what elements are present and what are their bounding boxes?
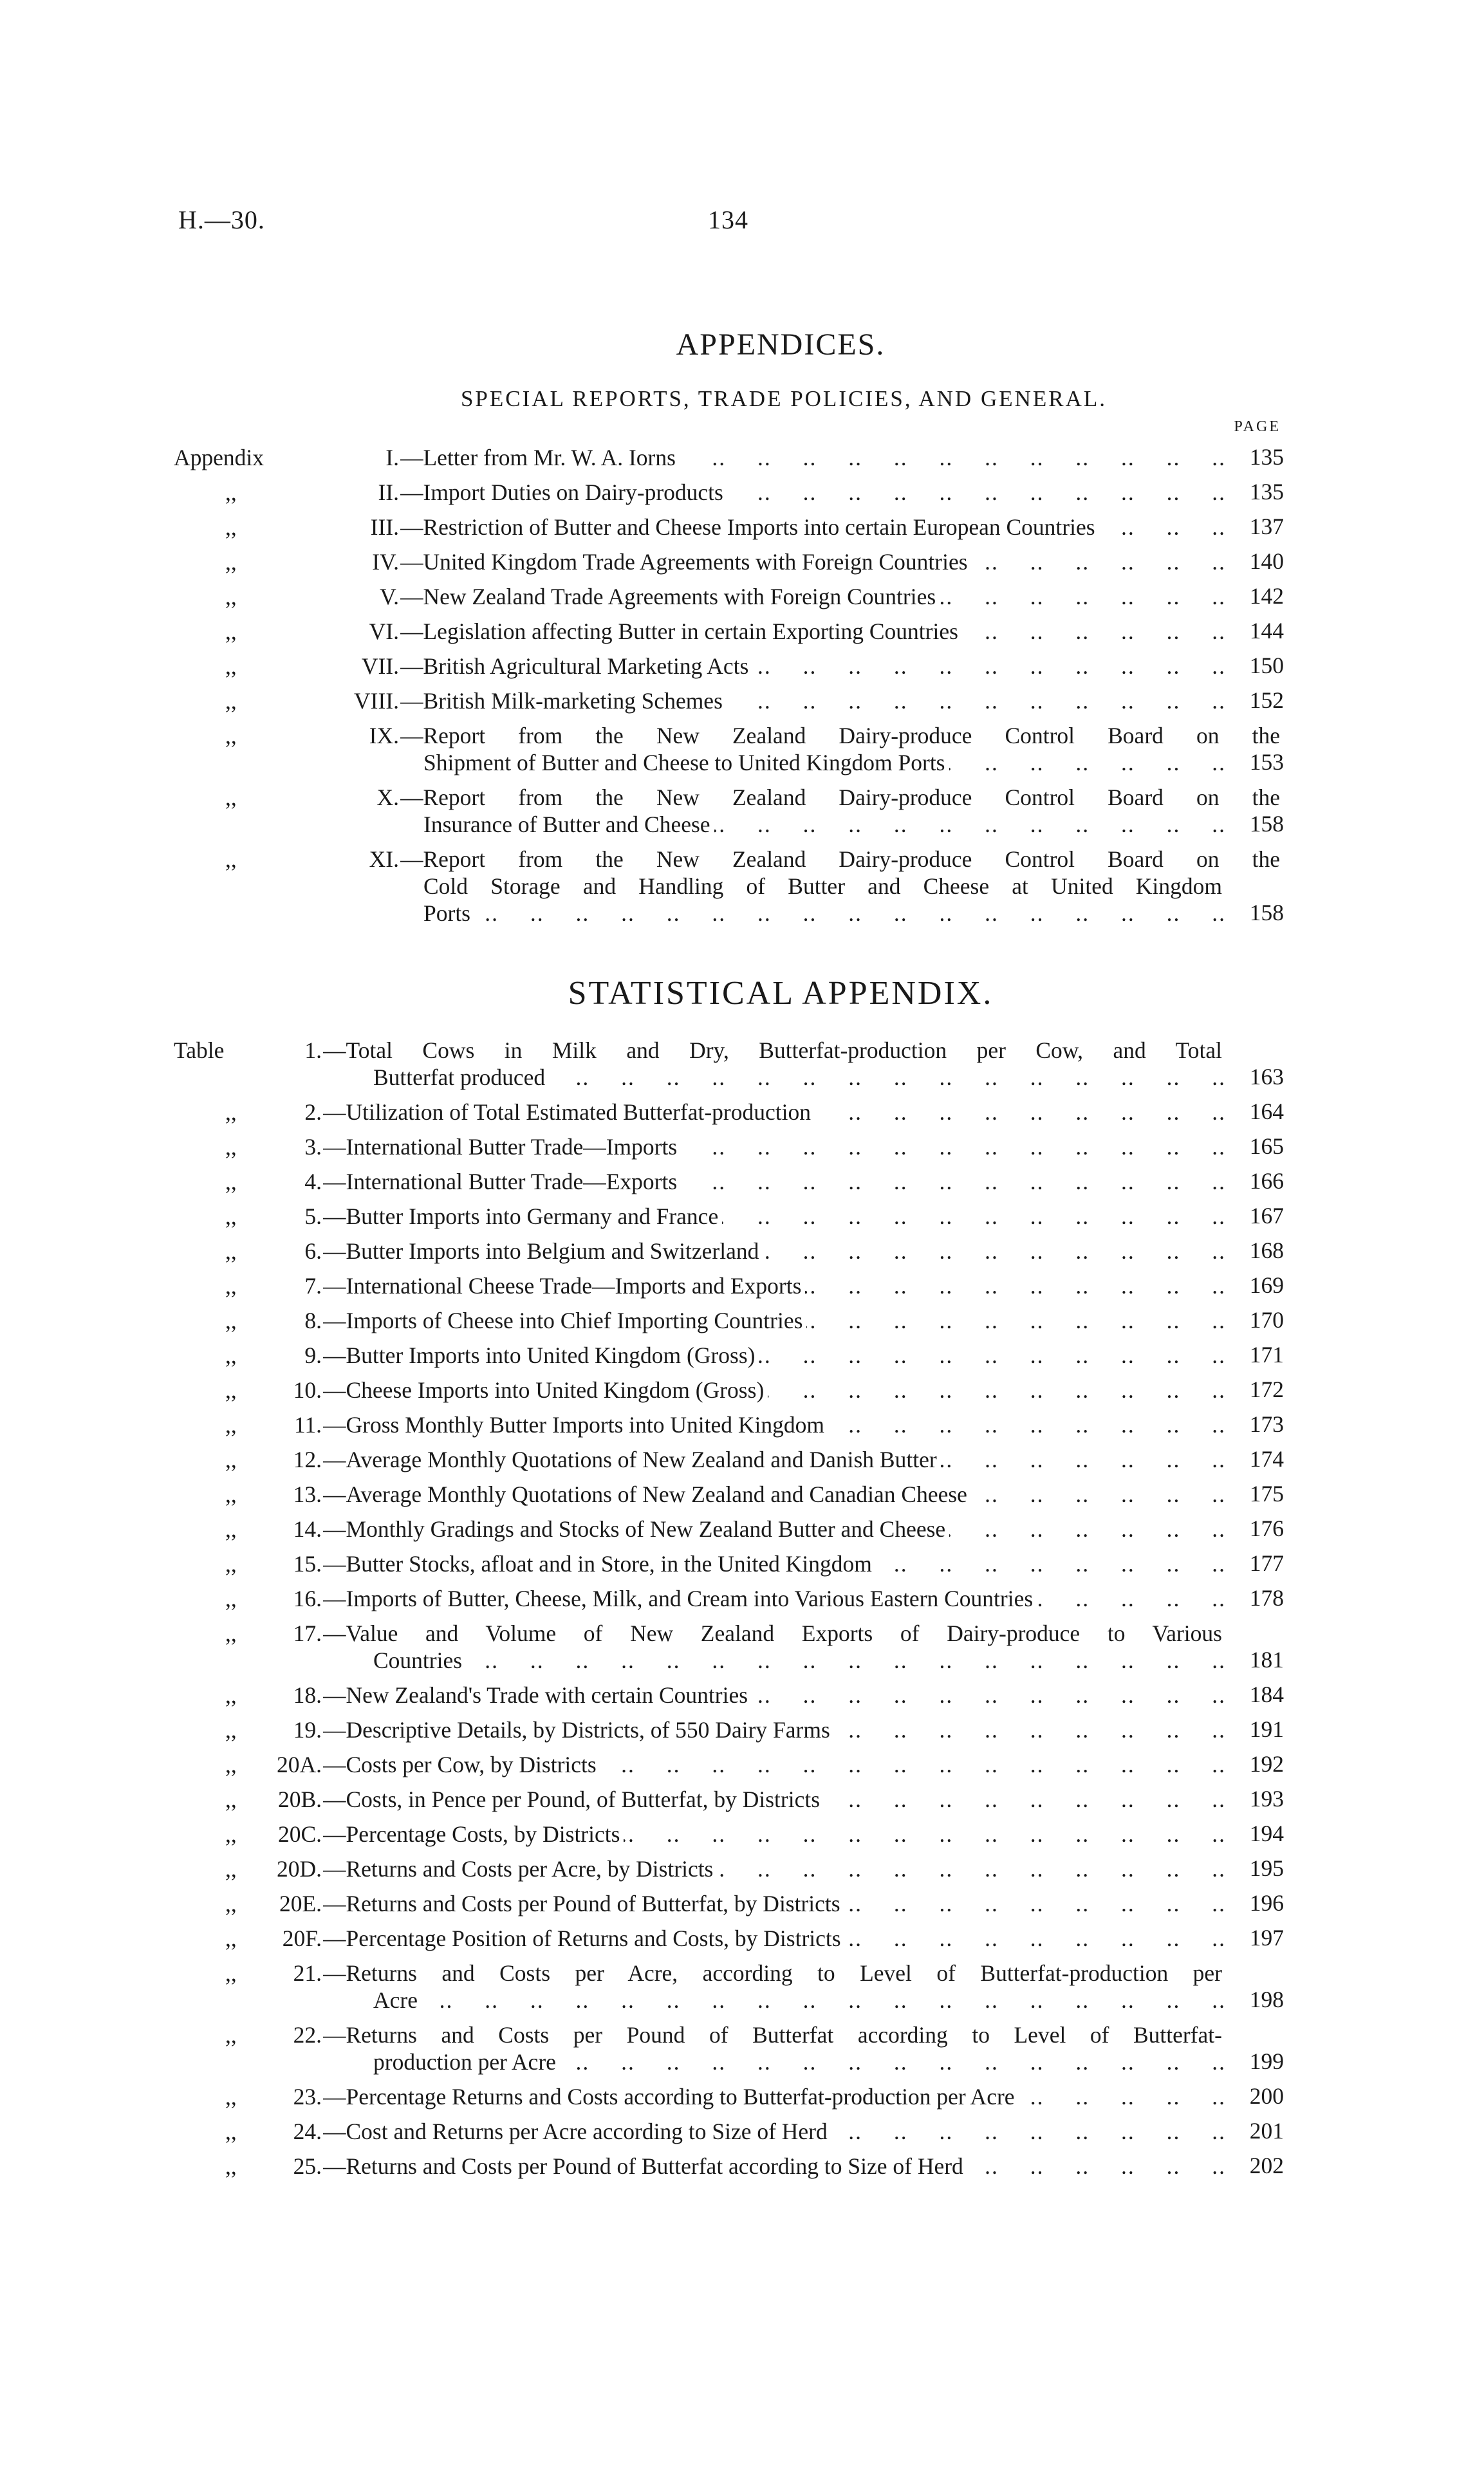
entry-number: 20A. xyxy=(276,1752,322,1777)
entry-title-text: —Returns and Costs per Acre, by Districts xyxy=(323,1856,717,1882)
table-entry xyxy=(174,2118,1284,2145)
entry-title-text: —Report from the New Zealand Dairy-produce Control Board on the xyxy=(400,723,1284,748)
entry-page-number: 169 xyxy=(1249,1272,1284,1298)
entry-title-text: Cold Storage and Handling of Butter and Cheese at United Kingdom xyxy=(423,873,1226,899)
table-entry xyxy=(174,1446,1284,1473)
entry-title-line xyxy=(323,1238,1226,1265)
entry-title-line xyxy=(323,2083,1226,2111)
entry-title-text: —Cheese Imports into United Kingdom (Gross) xyxy=(323,1377,768,1403)
ditto-mark: ,, xyxy=(225,1516,237,1542)
ditto-mark: ,, xyxy=(225,1925,237,1951)
entry-title-text: —Gross Monthly Butter Imports into United Kingdom xyxy=(323,1412,828,1438)
entry-title-line xyxy=(400,444,1226,472)
entry-title-line xyxy=(323,1446,1226,1474)
entry-page-number: 165 xyxy=(1249,1133,1284,1159)
entry-title-line xyxy=(400,514,1226,541)
appendix-entry xyxy=(174,846,1284,927)
ditto-mark: ,, xyxy=(225,618,237,644)
entry-title-text: —Total Cows in Milk and Dry, Butterfat-production per Cow, and Total xyxy=(323,1037,1226,1063)
entry-title-line xyxy=(323,1377,1226,1404)
table-entry xyxy=(174,1099,1284,1126)
entry-title-line xyxy=(323,1516,1226,1543)
entry-number: 25. xyxy=(293,2153,322,2179)
ditto-mark: ,, xyxy=(225,1620,237,1646)
entry-title-text: —International Butter Trade—Imports xyxy=(323,1134,681,1160)
entry-title-line xyxy=(323,1550,1226,1578)
entry-page-number: 144 xyxy=(1249,618,1284,644)
entry-page-number: 178 xyxy=(1249,1585,1284,1611)
entry-title-text: —Utilization of Total Estimated Butterfat-production xyxy=(323,1099,815,1125)
entry-page-number: 158 xyxy=(1249,811,1284,837)
entry-number: 9. xyxy=(304,1342,322,1368)
entry-title-line xyxy=(400,653,1226,680)
entry-number: 18. xyxy=(293,1682,322,1708)
entry-number: 19. xyxy=(293,1717,322,1743)
entry-prefix-label: Table xyxy=(174,1037,225,1063)
entry-title-line xyxy=(323,2118,1226,2146)
entry-title-text: —Average Monthly Quotations of New Zealand and Canadian Cheese xyxy=(323,1481,971,1507)
ditto-mark: ,, xyxy=(225,2084,237,2110)
entry-number: V. xyxy=(380,584,399,609)
entry-title-line xyxy=(323,1099,1226,1126)
document-reference: H.—30. xyxy=(178,205,265,234)
entry-title-line xyxy=(400,722,1284,750)
page-column-label: PAGE xyxy=(1234,418,1281,435)
entry-number: 11. xyxy=(293,1412,322,1438)
ditto-mark: ,, xyxy=(225,584,237,609)
entry-title-text: —Imports of Cheese into Chief Importing Countries xyxy=(323,1308,806,1333)
entry-number: 3. xyxy=(304,1134,322,1160)
entry-title-text: —Returns and Costs per Acre, according to Level of Butterfat-production per xyxy=(323,1960,1226,1986)
ditto-mark: ,, xyxy=(225,1551,237,1577)
entry-title-text: —British Agricultural Marketing Acts xyxy=(400,653,752,679)
entry-number: 20E. xyxy=(279,1891,322,1916)
table-entry xyxy=(174,1890,1284,1917)
table-entry xyxy=(174,1481,1284,1508)
entry-page-number: 166 xyxy=(1249,1168,1284,1194)
entry-page-number: 175 xyxy=(1249,1481,1284,1507)
table-entry xyxy=(174,2153,1284,2180)
entry-page-number: 137 xyxy=(1249,514,1284,539)
table-entry xyxy=(174,1786,1284,1813)
table-entry xyxy=(174,1203,1284,1230)
ditto-mark: ,, xyxy=(225,1682,237,1708)
entry-number: 24. xyxy=(293,2119,322,2144)
entry-number: 20D. xyxy=(276,1856,322,1882)
entry-title-text: production per Acre xyxy=(373,2049,560,2075)
entry-page-number: 172 xyxy=(1249,1377,1284,1402)
entry-number: 16. xyxy=(293,1586,322,1611)
ditto-mark: ,, xyxy=(225,479,237,505)
entry-number: IV. xyxy=(372,549,399,575)
ditto-mark: ,, xyxy=(225,1169,237,1194)
table-entry xyxy=(174,1751,1284,1778)
entry-title-text: Shipment of Butter and Cheese to United Kingdom Ports xyxy=(423,750,949,775)
entry-number: X. xyxy=(376,784,399,810)
ditto-mark: ,, xyxy=(225,653,237,679)
entry-title-text: Ports xyxy=(423,900,474,926)
entry-page-number: 198 xyxy=(1249,1987,1284,2012)
ditto-mark: ,, xyxy=(225,2119,237,2144)
entry-title-line xyxy=(373,1987,1226,2014)
table-entry xyxy=(174,1682,1284,1709)
entry-title-line xyxy=(423,811,1226,839)
ditto-mark: ,, xyxy=(225,1856,237,1882)
entry-title-line xyxy=(323,1682,1226,1709)
entry-title-text: —British Milk-marketing Schemes xyxy=(400,688,727,714)
entry-page-number: 200 xyxy=(1249,2083,1284,2109)
entry-number: 7. xyxy=(304,1273,322,1299)
table-entry xyxy=(174,1516,1284,1543)
entry-number: VII. xyxy=(361,653,399,679)
entry-page-number: 191 xyxy=(1249,1716,1284,1742)
appendix-entry xyxy=(174,687,1284,714)
appendix-entry xyxy=(174,784,1284,838)
entry-number: 21. xyxy=(293,1960,322,1986)
entry-title-text: —Butter Imports into United Kingdom (Gross) xyxy=(323,1342,759,1368)
appendices-title: APPENDICES. xyxy=(676,328,886,362)
entry-page-number: 174 xyxy=(1249,1446,1284,1472)
appendix-entry xyxy=(174,722,1284,776)
ditto-mark: ,, xyxy=(225,1891,237,1916)
entry-page-number: 170 xyxy=(1249,1307,1284,1333)
table-entry xyxy=(174,1037,1284,1091)
ditto-mark: ,, xyxy=(225,1377,237,1403)
entry-title-text: —New Zealand's Trade with certain Countries xyxy=(323,1682,752,1708)
entry-page-number: 193 xyxy=(1249,1786,1284,1812)
table-entry xyxy=(174,1238,1284,1265)
entry-page-number: 135 xyxy=(1249,479,1284,505)
ditto-mark: ,, xyxy=(225,1134,237,1160)
entry-title-line xyxy=(323,1960,1226,1987)
entry-title-line xyxy=(323,1585,1226,1613)
table-entry xyxy=(174,1821,1284,1848)
entry-number: VIII. xyxy=(354,688,399,714)
entry-title-line xyxy=(423,900,1226,927)
entry-title-line xyxy=(323,1037,1226,1064)
entry-title-text: —Returns and Costs per Pound of Butterfat according to Size of Herd xyxy=(323,2153,967,2179)
table-entry xyxy=(174,1716,1284,1743)
page-number: 134 xyxy=(708,205,748,234)
table-entry xyxy=(174,1855,1284,1882)
table-entry xyxy=(174,1272,1284,1299)
entry-title-text: —New Zealand Trade Agreements with Foreign Countries xyxy=(400,584,940,609)
entry-number: 2. xyxy=(304,1099,322,1125)
entry-title-line xyxy=(323,1307,1226,1335)
ditto-mark: ,, xyxy=(225,723,237,748)
ditto-mark: ,, xyxy=(225,1273,237,1299)
entry-page-number: 199 xyxy=(1249,2048,1284,2074)
table-entry xyxy=(174,1168,1284,1195)
entry-number: I. xyxy=(385,445,399,470)
entry-title-line xyxy=(323,2153,1226,2180)
table-entry xyxy=(174,1377,1284,1404)
table-entry xyxy=(174,1550,1284,1577)
entry-page-number: 201 xyxy=(1249,2118,1284,2144)
entry-title-text: —Average Monthly Quotations of New Zealand and Danish Butter xyxy=(323,1447,941,1472)
ditto-mark: ,, xyxy=(225,1752,237,1777)
entry-title-text: —Cost and Returns per Acre according to Size of Herd xyxy=(323,2119,831,2144)
entry-title-line xyxy=(373,2048,1226,2076)
entry-number: XI. xyxy=(369,846,399,872)
entry-title-text: —Letter from Mr. W. A. Iorns xyxy=(400,445,680,470)
entry-title-text: Butterfat produced xyxy=(373,1064,549,1090)
entry-page-number: 197 xyxy=(1249,1925,1284,1951)
entry-page-number: 153 xyxy=(1249,749,1284,775)
entry-title-text: —Import Duties on Dairy-products xyxy=(400,479,727,505)
entry-page-number: 135 xyxy=(1249,444,1284,470)
ditto-mark: ,, xyxy=(225,1203,237,1229)
entry-number: 1. xyxy=(304,1037,322,1063)
entry-title-line xyxy=(323,1786,1226,1814)
entry-page-number: 173 xyxy=(1249,1411,1284,1437)
entry-number: II. xyxy=(378,479,399,505)
entry-title-text: Countries xyxy=(373,1647,466,1673)
entry-page-number: 142 xyxy=(1249,583,1284,609)
appendix-entry xyxy=(174,583,1284,610)
entry-page-number: 164 xyxy=(1249,1099,1284,1124)
entry-title-line xyxy=(323,1272,1226,1300)
entry-number: 20B. xyxy=(277,1786,322,1812)
entry-page-number: 195 xyxy=(1249,1855,1284,1881)
entry-page-number: 202 xyxy=(1249,2153,1284,2178)
entry-title-text: —Returns and Costs per Pound of Butterfat, by Districts xyxy=(323,1891,844,1916)
entry-page-number: 150 xyxy=(1249,653,1284,678)
entry-title-line xyxy=(400,784,1284,812)
entry-number: IX. xyxy=(369,723,399,748)
entry-title-text: —Butter Imports into Belgium and Switzerland xyxy=(323,1238,763,1264)
entry-title-line xyxy=(423,749,1226,777)
ditto-mark: ,, xyxy=(225,1447,237,1472)
table-entry xyxy=(174,1342,1284,1369)
entry-title-line xyxy=(323,1481,1226,1508)
entry-title-line xyxy=(323,1411,1226,1439)
entry-title-text: —Costs, in Pence per Pound, of Butterfat, by Districts xyxy=(323,1786,824,1812)
appendix-entry xyxy=(174,653,1284,680)
entry-number: 22. xyxy=(293,2022,322,2048)
ditto-mark: ,, xyxy=(225,1342,237,1368)
entry-title-line xyxy=(373,1064,1226,1091)
entry-title-line xyxy=(323,1821,1226,1848)
entry-title-text: Acre xyxy=(373,1987,422,2013)
ditto-mark: ,, xyxy=(225,846,237,872)
entry-page-number: 140 xyxy=(1249,548,1284,574)
entry-title-line xyxy=(323,1620,1226,1647)
entry-title-text: —Costs per Cow, by Districts xyxy=(323,1752,600,1777)
entry-title-line xyxy=(323,1168,1226,1196)
ditto-mark: ,, xyxy=(225,1821,237,1847)
table-entry xyxy=(174,1307,1284,1334)
table-entry xyxy=(174,1960,1284,2014)
entry-title-text: —Legislation affecting Butter in certain Exporting Countries xyxy=(400,618,962,644)
appendices-subtitle: SPECIAL REPORTS, TRADE POLICIES, AND GENERAL. xyxy=(460,386,1108,411)
table-entry xyxy=(174,1585,1284,1612)
entry-number: III. xyxy=(370,514,399,540)
ditto-mark: ,, xyxy=(225,688,237,714)
table-entry xyxy=(174,1925,1284,1952)
entry-page-number: 152 xyxy=(1249,687,1284,713)
entry-title-line xyxy=(323,1751,1226,1779)
entry-page-number: 163 xyxy=(1249,1064,1284,1090)
appendix-entry xyxy=(174,548,1284,575)
appendix-entry xyxy=(174,444,1284,471)
ditto-mark: ,, xyxy=(225,1717,237,1743)
entry-title-line xyxy=(323,1342,1226,1369)
table-entry xyxy=(174,1133,1284,1160)
table-entry xyxy=(174,1620,1284,1674)
entry-number: 6. xyxy=(304,1238,322,1264)
entry-number: VI. xyxy=(369,618,399,644)
entry-number: 17. xyxy=(293,1620,322,1646)
appendix-entry xyxy=(174,514,1284,541)
ditto-mark: ,, xyxy=(225,514,237,540)
entry-title-text: —Butter Stocks, afloat and in Store, in the United Kingdom xyxy=(323,1551,876,1577)
entry-title-text: —Percentage Returns and Costs according to Butterfat-production per Acre xyxy=(323,2084,1019,2110)
ditto-mark: ,, xyxy=(225,1238,237,1264)
entry-page-number: 194 xyxy=(1249,1821,1284,1846)
entry-title-text: —International Butter Trade—Exports xyxy=(323,1169,681,1194)
entry-title-text: —United Kingdom Trade Agreements with Foreign Countries xyxy=(400,549,972,575)
appendix-entry xyxy=(174,618,1284,645)
entry-title-text: Insurance of Butter and Cheese xyxy=(423,812,714,837)
entry-prefix-label: Appendix xyxy=(174,445,264,470)
table-entry xyxy=(174,2083,1284,2110)
entry-title-text: —Report from the New Zealand Dairy-produce Control Board on the xyxy=(400,846,1284,872)
ditto-mark: ,, xyxy=(225,1099,237,1125)
entry-title-line xyxy=(323,1925,1226,1953)
ditto-mark: ,, xyxy=(225,1786,237,1812)
entry-title-text: —International Cheese Trade—Imports and Exports xyxy=(323,1273,805,1299)
entry-number: 5. xyxy=(304,1203,322,1229)
entry-page-number: 177 xyxy=(1249,1550,1284,1576)
entry-number: 20C. xyxy=(277,1821,322,1847)
entry-number: 15. xyxy=(293,1551,322,1577)
statistical-appendix-title: STATISTICAL APPENDIX. xyxy=(568,975,994,1012)
ditto-mark: ,, xyxy=(225,2153,237,2179)
table-entry xyxy=(174,2021,1284,2075)
entry-number: 20F. xyxy=(282,1925,322,1951)
ditto-mark: ,, xyxy=(225,1481,237,1507)
ditto-mark: ,, xyxy=(225,1960,237,1986)
entry-title-line xyxy=(323,1716,1226,1744)
ditto-mark: ,, xyxy=(225,1308,237,1333)
entry-page-number: 184 xyxy=(1249,1682,1284,1707)
entry-title-line xyxy=(373,1647,1226,1675)
entry-title-text: —Butter Imports into Germany and France xyxy=(323,1203,722,1229)
entry-number: 8. xyxy=(304,1308,322,1333)
ditto-mark: ,, xyxy=(225,549,237,575)
entry-title-line xyxy=(323,1855,1226,1883)
entry-title-text: —Descriptive Details, by Districts, of 550 Dairy Farms xyxy=(323,1717,834,1743)
entry-title-line xyxy=(400,846,1284,873)
entry-title-line xyxy=(423,873,1226,900)
entry-title-text: —Report from the New Zealand Dairy-produce Control Board on the xyxy=(400,784,1284,810)
entry-title-line xyxy=(400,687,1226,715)
ditto-mark: ,, xyxy=(225,1412,237,1438)
entry-page-number: 168 xyxy=(1249,1238,1284,1263)
entry-page-number: 196 xyxy=(1249,1890,1284,1916)
ditto-mark: ,, xyxy=(225,1586,237,1611)
entry-title-text: —Returns and Costs per Pound of Butterfat according to Level of Butterfat- xyxy=(323,2022,1226,2048)
entry-page-number: 171 xyxy=(1249,1342,1284,1368)
entry-title-line xyxy=(400,618,1226,645)
entry-number: 4. xyxy=(304,1169,322,1194)
entry-title-text: —Restriction of Butter and Cheese Imports into certain European Countries xyxy=(400,514,1099,540)
entry-number: 23. xyxy=(293,2084,322,2110)
entry-number: 10. xyxy=(293,1377,322,1403)
entry-title-text: —Percentage Position of Returns and Costs, by Districts xyxy=(323,1925,845,1951)
entry-number: 13. xyxy=(293,1481,322,1507)
table-entry xyxy=(174,1411,1284,1438)
ditto-mark: ,, xyxy=(225,2022,237,2048)
entry-title-line xyxy=(400,583,1226,611)
entry-title-text: —Imports of Butter, Cheese, Milk, and Cream into Various Eastern Countries xyxy=(323,1586,1037,1611)
entry-page-number: 167 xyxy=(1249,1203,1284,1229)
entry-title-line xyxy=(400,548,1226,576)
entry-number: 12. xyxy=(293,1447,322,1472)
entry-title-line xyxy=(323,1890,1226,1918)
ditto-mark: ,, xyxy=(225,784,237,810)
entry-title-text: —Monthly Gradings and Stocks of New Zealand Butter and Cheese xyxy=(323,1516,949,1542)
entry-title-line xyxy=(323,2021,1226,2049)
entry-page-number: 181 xyxy=(1249,1647,1284,1673)
entry-title-text: —Percentage Costs, by Districts xyxy=(323,1821,624,1847)
entry-number: 14. xyxy=(293,1516,322,1542)
entry-page-number: 158 xyxy=(1249,900,1284,925)
appendix-entry xyxy=(174,479,1284,506)
entry-title-line xyxy=(323,1203,1226,1230)
entry-page-number: 192 xyxy=(1249,1751,1284,1777)
entry-page-number: 176 xyxy=(1249,1516,1284,1541)
entry-title-text: —Value and Volume of New Zealand Exports of Dairy-produce to Various xyxy=(323,1620,1226,1646)
entry-title-line xyxy=(323,1133,1226,1161)
entry-title-line xyxy=(400,479,1226,506)
